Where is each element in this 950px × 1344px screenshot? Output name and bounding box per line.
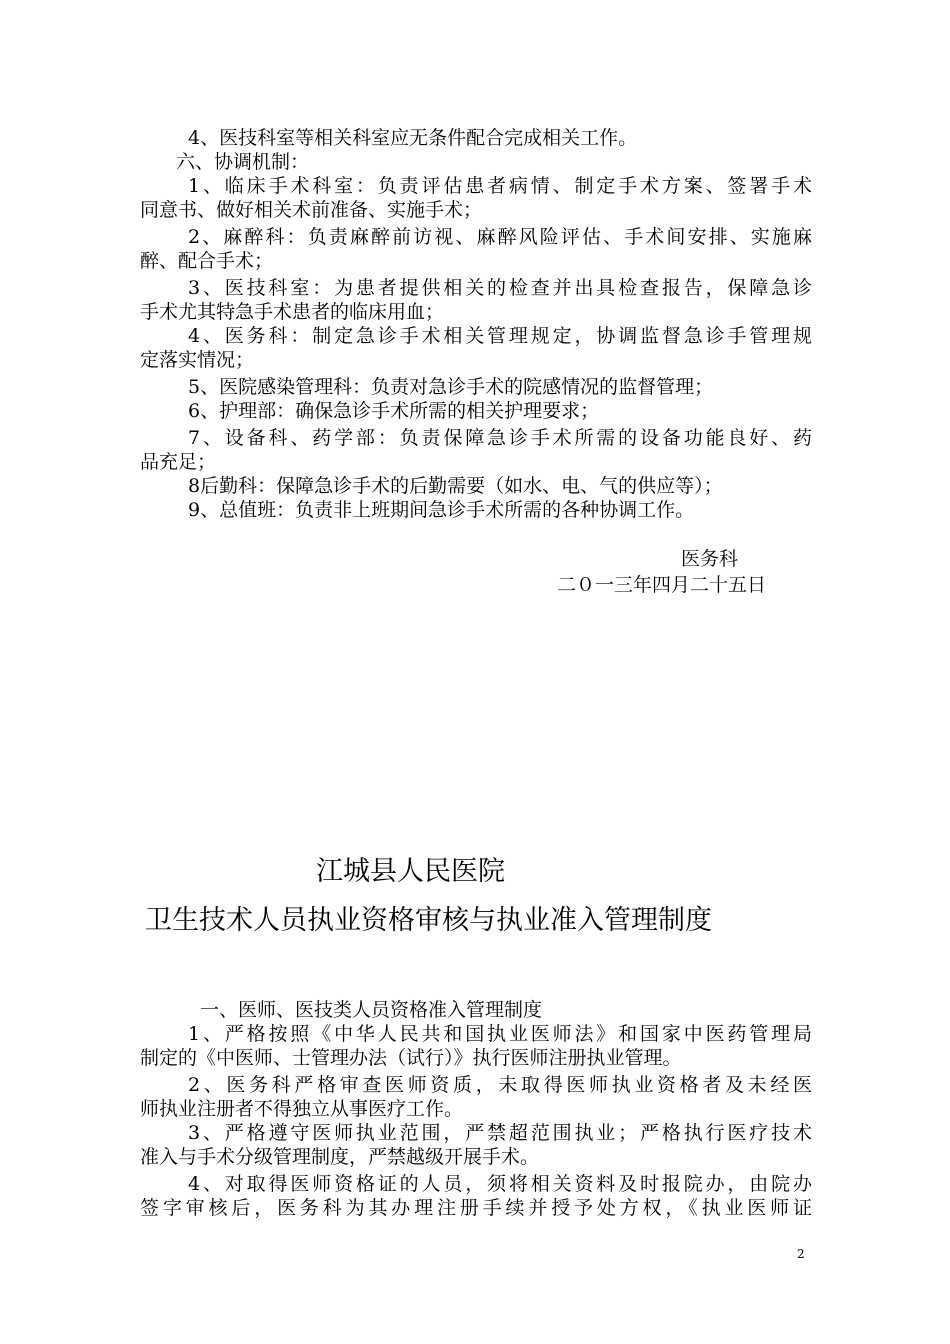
paragraph-line: 2、麻醉科：负责麻醉前访视、麻醉风险评估、手术间安排、实施麻 — [188, 226, 812, 248]
paragraph-line: 师执业注册者不得独立从事医疗工作。 — [140, 1098, 464, 1120]
paragraph-line: 签字审核后，医务科为其办理注册手续并授予处方权，《执业医师证 — [140, 1197, 812, 1219]
paragraph-line: 9、总值班：负责非上班期间急诊手术所需的各种协调工作。 — [188, 499, 695, 521]
signature-department: 医务科 — [681, 548, 739, 570]
paragraph-line: 制定的《中医师、士管理办法（试行）》执行医师注册执业管理。 — [140, 1047, 682, 1069]
paragraph-line: 4、医务科：制定急诊手术相关管理规定，协调监督急诊手管理规 — [188, 325, 812, 347]
paragraph-line: 2、医务科严格审查医师资质，未取得医师执业资格者及未经医 — [188, 1074, 812, 1096]
signature-date: 二０一三年四月二十五日 — [557, 574, 767, 596]
paragraph-line: 定落实情况； — [140, 349, 255, 371]
paragraph-line: 醉、配合手术； — [140, 250, 274, 272]
section-heading: 一、医师、医技类人员资格准入管理制度 — [200, 999, 543, 1021]
paragraph-line: 3、严格遵守医师执业范围，严禁超范围执业；严格执行医疗技术 — [188, 1122, 812, 1144]
paragraph-line: 品充足； — [140, 451, 217, 473]
paragraph-line: 4、医技科室等相关科室应无条件配合完成相关工作。 — [188, 127, 638, 149]
paragraph-line: 8后勤科：保障急诊手术的后勤需要（如水、电、气的供应等）； — [188, 475, 723, 497]
paragraph-line: 7、设备科、药学部：负责保障急诊手术所需的设备功能良好、药 — [188, 427, 812, 449]
paragraph-line: 准入与手术分级管理制度，严禁越级开展手术。 — [140, 1146, 540, 1168]
paragraph-line: 4、对取得医师资格证的人员，须将相关资料及时报院办，由院办 — [188, 1173, 812, 1195]
paragraph-line: 3、医技科室：为患者提供相关的检查并出具检查报告，保障急诊 — [188, 277, 812, 299]
page-number: 2 — [797, 1247, 805, 1261]
hospital-name: 江城县人民医院 — [316, 856, 505, 887]
document-title: 卫生技术人员执业资格审核与执业准入管理制度 — [145, 905, 712, 936]
paragraph-line: 手术尤其特急手术患者的临床用血； — [140, 301, 445, 323]
paragraph-line: 5、医院感染管理科：负责对急诊手术的院感情况的监督管理； — [188, 376, 714, 398]
paragraph-line: 6、护理部：确保急诊手术所需的相关护理要求； — [188, 400, 600, 422]
paragraph-line: 同意书、做好相关术前准备、实施手术； — [140, 199, 483, 221]
paragraph-line: 1、临床手术科室：负责评估患者病情、制定手术方案、签署手术 — [188, 175, 812, 197]
paragraph-line: 1、严格按照《中华人民共和国执业医师法》和国家中医药管理局 — [188, 1023, 812, 1045]
section-heading: 六、协调机制： — [176, 151, 310, 173]
